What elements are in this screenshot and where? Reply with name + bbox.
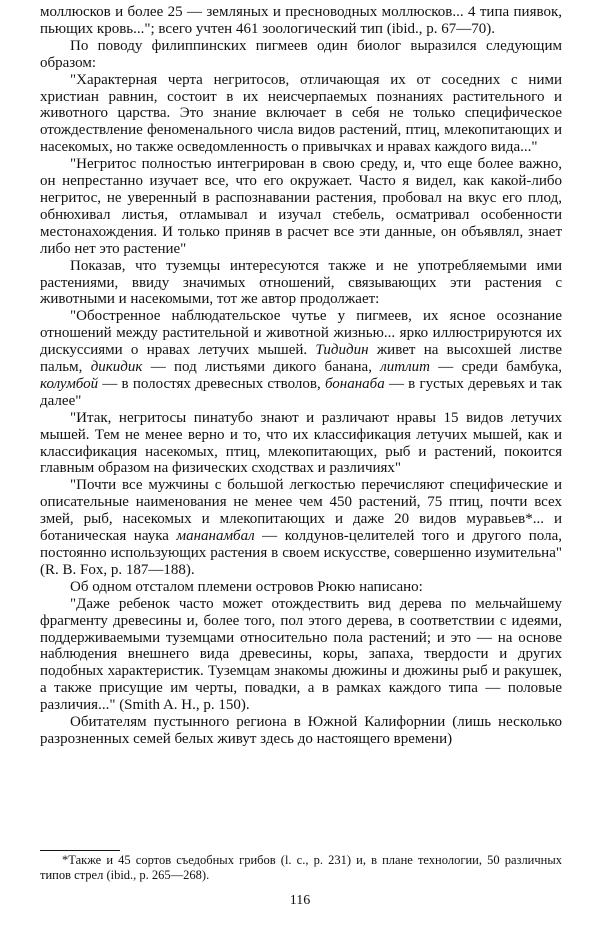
- text-run: По поводу филиппинских пигмеев один биолог выразился следующим образом:: [40, 37, 562, 71]
- italic-term: колумбой: [40, 375, 99, 392]
- paragraph: [40, 477, 562, 578]
- text-run: — в густых деревьях и так далее": [40, 375, 562, 409]
- body-text: [40, 4, 562, 748]
- paragraph: [40, 596, 562, 714]
- paragraph: [40, 308, 562, 409]
- text-run: "Характерная черта негритосов, отличающая их от соседних с ними христиан равнин, состоит в их неисчерпаемых познаниях растительного и животного царства. Это знание включает в себя не только специфическое отождествление феноменального числа видов растений, птиц, млекопитающих и насекомых, но также осведомленность о привычках и нравах каждого вида...": [40, 71, 562, 156]
- text-run: Показав, что туземцы интересуются также и не употребляемыми ими растениями, ввиду значимых отношений, связывающих эти растения с животными и насекомыми, тот же автор продолжает:: [40, 257, 562, 308]
- text-run: живет на высохшей листве пальм,: [40, 342, 562, 376]
- text-run: моллюсков и более 25 — земляных и пресноводных моллюсков... 4 типа пиявок, пьющих кровь..."; всего учтен 461 зоологический тип (ibid., р. 67—70).: [40, 4, 562, 37]
- italic-term: дикидик: [90, 359, 143, 376]
- text-run: "Итак, негритосы пинатубо знают и различают нравы 15 видов летучих мышей. Тем не менее верно и то, что их классификация летучих мышей, как и классификация насекомых, птиц, млекопитающих, рыб и растений, покоится главным образом на физических сходствах и различиях": [40, 409, 562, 477]
- text-run: — под листьями дикого банана,: [142, 359, 381, 376]
- italic-term: бонанаба: [324, 375, 385, 392]
- text-run: "Негритос полностью интегрирован в свою среду, и, что еще более важно, он непрестанно изучает все, что его окружает. Часто я видел, как какой-либо негритос, не уверенный в распознавании растения, пробовал на вкус его плод, обнюхивал листья, отламывал и изучал стебель, осматривал особенности местонахождения. И только приняв в расчет все эти данные, он объявлял, знает либо нет это растение": [40, 156, 562, 257]
- paragraph: [40, 579, 562, 596]
- text-run: Об одном отсталом племени островов Рюкю написано:: [70, 578, 423, 595]
- paragraph: [40, 38, 562, 72]
- paragraph: [40, 4, 562, 38]
- footnote-divider: [40, 850, 120, 851]
- paragraph: [40, 410, 562, 478]
- italic-term: литлит: [380, 359, 431, 376]
- paragraph: [40, 72, 562, 157]
- page-number: 116: [289, 893, 311, 908]
- paragraph: [40, 714, 562, 748]
- paragraph: [40, 156, 562, 257]
- text-run: — в полостях древесных стволов,: [98, 375, 325, 392]
- italic-term: Тидидин: [315, 342, 369, 359]
- footnote: *Также и 45 сортов съедобных грибов (l. с., р. 231) и, в плане технологии, 50 различных типов стрел (ibid., р. 265—268).: [40, 853, 562, 882]
- italic-term: мананамбал: [176, 528, 255, 545]
- text-run: "Почти все мужчины с большой легкостью перечисляют специфические и описательные наименования не менее чем 450 растений, 75 птиц, почти всех змей, рыб, насекомых и млекопитающих и даже 20 видов муравьев*... и ботаническая наука: [40, 477, 562, 545]
- paragraph: [40, 258, 562, 309]
- text-run: "Даже ребенок часто может отождествить вид дерева по мельчайшему фрагменту древесины и, более того, пол этого дерева, в соответствии с идеями, поддерживаемыми туземцами относительно пола растений; и это — на основе наблюдения внешнего вида древесины, коры, запаха, твердости и других подобных характеристик. Туземцам знакомы дюжины и дюжины рыб и ракушек, а также присущие им черты, повадки, а в рамках каждого типа — половые различия..." (Smith A. H., p. 150).: [40, 595, 562, 714]
- text-run: — колдунов-целителей того и другого пола, постоянно использующих растения в своем искусстве, совершенно изумительна" (R. B. Fox, p. 187—188).: [40, 528, 562, 578]
- text-run: — среди бамбука,: [430, 359, 562, 376]
- text-run: "Обостренное наблюдательское чутье у пигмеев, их ясное осознание отношений между растительной и животной жизнью... ярко иллюстрируются их дискуссиями о нравах летучих мышей.: [40, 308, 562, 359]
- text-run: Обитателям пустынного региона в Южной Калифорнии (лишь несколько разрозненных семей белых живут здесь до настоящего времени): [40, 714, 562, 747]
